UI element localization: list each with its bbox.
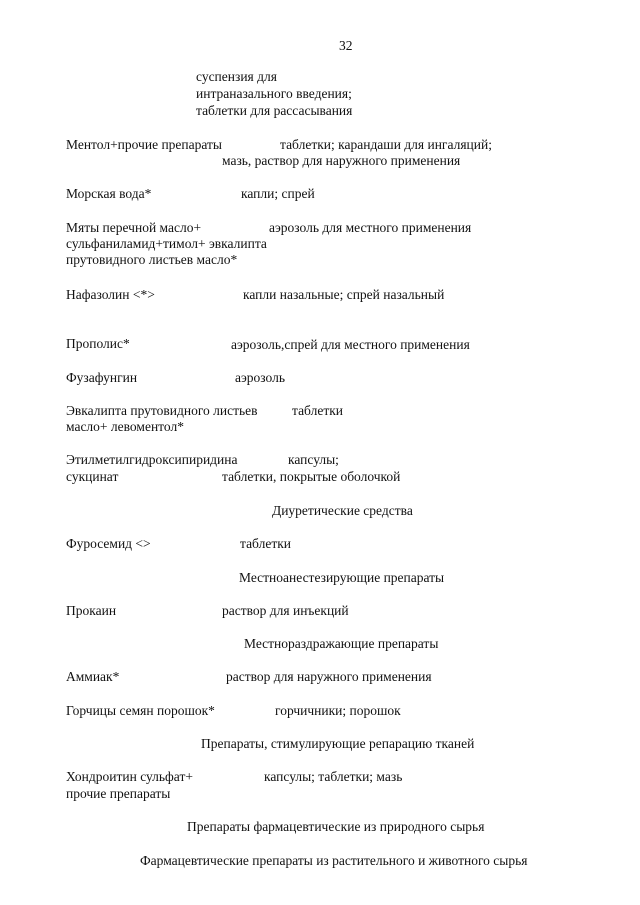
dosage-form: аэрозоль bbox=[235, 370, 286, 385]
dosage-form: капли; спрей bbox=[241, 186, 315, 201]
dosage-form: аэрозоль,спрей для местного применения bbox=[231, 337, 470, 352]
drug-name: Морская вода* bbox=[66, 186, 152, 201]
section-heading: Местнораздражающие препараты bbox=[244, 636, 439, 651]
dosage-form-line: таблетки для рассасывания bbox=[196, 103, 353, 118]
drug-name: прочие препараты bbox=[66, 786, 171, 801]
dosage-form: капсулы; таблетки; мазь bbox=[264, 769, 403, 784]
dosage-form: мазь, раствор для наружного применения bbox=[222, 153, 461, 168]
drug-name: сукцинат bbox=[66, 469, 119, 484]
drug-name: масло+ левоментол* bbox=[66, 419, 184, 434]
section-heading: Препараты фармацевтические из природного сырья bbox=[187, 819, 485, 834]
drug-name: Фуросемид <> bbox=[66, 536, 151, 551]
drug-name: Этилметилгидроксипиридина bbox=[66, 452, 238, 467]
dosage-form: раствор для инъекций bbox=[222, 603, 349, 618]
drug-name: Эвкалипта прутовидного листьев bbox=[66, 403, 258, 418]
drug-name: Аммиак* bbox=[66, 669, 120, 684]
drug-name: Прокаин bbox=[66, 603, 117, 618]
section-heading: Местноанестезирующие препараты bbox=[239, 570, 445, 585]
drug-name: Прополис* bbox=[66, 336, 130, 351]
dosage-form: капли назальные; спрей назальный bbox=[243, 287, 445, 302]
dosage-form-line: суспензия для bbox=[196, 69, 277, 84]
drug-name: Фузафунгин bbox=[66, 370, 138, 385]
dosage-form: раствор для наружного применения bbox=[226, 669, 432, 684]
dosage-form: аэрозоль для местного применения bbox=[269, 220, 472, 235]
drug-name: сульфаниламид+тимол+ эвкалипта bbox=[66, 236, 267, 251]
drug-name: Ментол+прочие препараты bbox=[66, 137, 222, 152]
dosage-form: таблетки; карандаши для ингаляций; bbox=[280, 137, 492, 152]
section-heading: Препараты, стимулирующие репарацию тканей bbox=[201, 736, 475, 751]
section-heading: Фармацевтические препараты из растительного и животного сырья bbox=[140, 853, 528, 868]
dosage-form: таблетки, покрытые оболочкой bbox=[222, 469, 401, 484]
drug-name: Нафазолин <*> bbox=[66, 287, 155, 302]
drug-name: Хондроитин сульфат+ bbox=[66, 769, 193, 784]
section-heading: Диуретические средства bbox=[272, 503, 413, 518]
dosage-form: горчичники; порошок bbox=[275, 703, 401, 718]
dosage-form: таблетки bbox=[292, 403, 344, 418]
drug-name: Мяты перечной масло+ bbox=[66, 220, 202, 235]
dosage-form-line: интраназального введения; bbox=[196, 86, 352, 101]
drug-name: Горчицы семян порошок* bbox=[66, 703, 215, 718]
dosage-form: таблетки bbox=[240, 536, 292, 551]
page-number: 32 bbox=[339, 38, 353, 53]
drug-name: прутовидного листьев масло* bbox=[66, 252, 238, 267]
dosage-form: капсулы; bbox=[288, 452, 339, 467]
